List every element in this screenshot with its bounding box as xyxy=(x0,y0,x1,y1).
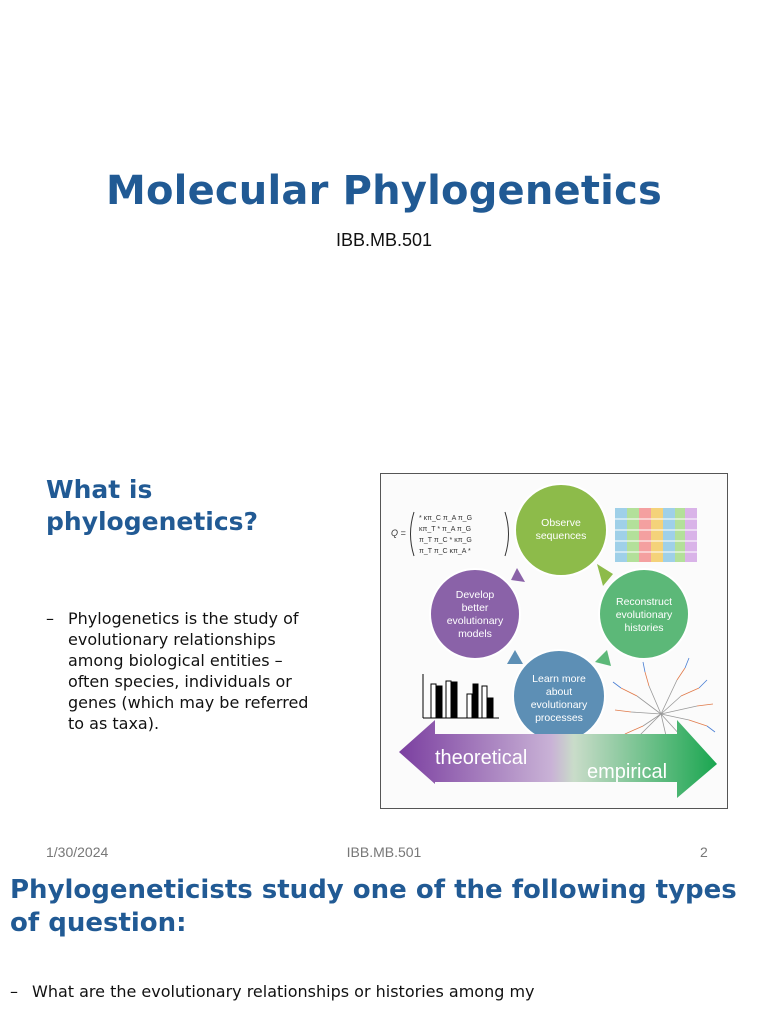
bullet-marker-2: – xyxy=(10,982,18,1001)
section-heading-2: Phylogeneticists study one of the following types of question: xyxy=(10,875,737,938)
bullet-text-2: What are the evolutionary relationships or histories among my xyxy=(32,982,535,1001)
svg-text:processes: processes xyxy=(535,712,583,724)
cycle-node-observe xyxy=(515,484,607,576)
svg-text:π_T π_C * κπ_G: π_T π_C * κπ_G xyxy=(419,537,472,544)
slide-title: Molecular Phylogenetics xyxy=(105,168,663,214)
cycle-node-learn xyxy=(513,650,605,742)
rate-matrix-image xyxy=(391,512,509,556)
svg-text:Q =: Q = xyxy=(391,528,406,538)
bullet-item xyxy=(46,608,326,734)
footer-page-number: 2 xyxy=(700,844,708,860)
empirical-label: empirical xyxy=(587,761,668,783)
observe-line-2: sequences xyxy=(535,530,587,542)
svg-text:Learn more: Learn more xyxy=(532,673,586,685)
bullet-item-2 xyxy=(10,982,750,1001)
svg-text:histories: histories xyxy=(624,622,664,634)
svg-text:π_T π_C κπ_A *: π_T π_C κπ_A * xyxy=(419,548,471,555)
svg-text:* κπ_C π_A π_G: * κπ_C π_A π_G xyxy=(419,515,473,522)
section-heading: What is phylogenetics? xyxy=(46,475,259,536)
footer-date: 1/30/2024 xyxy=(46,844,109,860)
cycle-diagram xyxy=(381,474,727,808)
slide-subtitle: IBB.MB.501 xyxy=(335,230,433,250)
svg-text:κπ_T * π_A π_G: κπ_T * π_A π_G xyxy=(419,526,472,533)
svg-text:models: models xyxy=(458,628,492,640)
phylogenetics-cycle-figure xyxy=(380,473,728,809)
svg-text:about: about xyxy=(545,686,573,698)
observe-line-1: Observe xyxy=(541,517,581,529)
svg-text:better: better xyxy=(461,602,489,614)
sequence-alignment-image xyxy=(615,508,697,562)
cycle-node-reconstruct xyxy=(599,569,689,659)
svg-text:Reconstruct: Reconstruct xyxy=(615,596,673,608)
bullet-marker: – xyxy=(46,609,54,628)
cycle-node-develop xyxy=(430,569,520,659)
svg-text:evolutionary: evolutionary xyxy=(615,609,673,621)
bullet-text: Phylogenetics is the study of evolutionary relationships among biological entities – often species, individuals or genes (which may be referred to as taxa). xyxy=(68,609,309,733)
svg-text:Develop: Develop xyxy=(455,589,495,601)
bar-chart-image xyxy=(423,674,499,718)
footer-course: IBB.MB.501 xyxy=(346,844,422,860)
svg-text:evolutionary: evolutionary xyxy=(446,615,504,627)
svg-text:evolutionary: evolutionary xyxy=(530,699,588,711)
theoretical-label: theoretical xyxy=(435,747,528,769)
